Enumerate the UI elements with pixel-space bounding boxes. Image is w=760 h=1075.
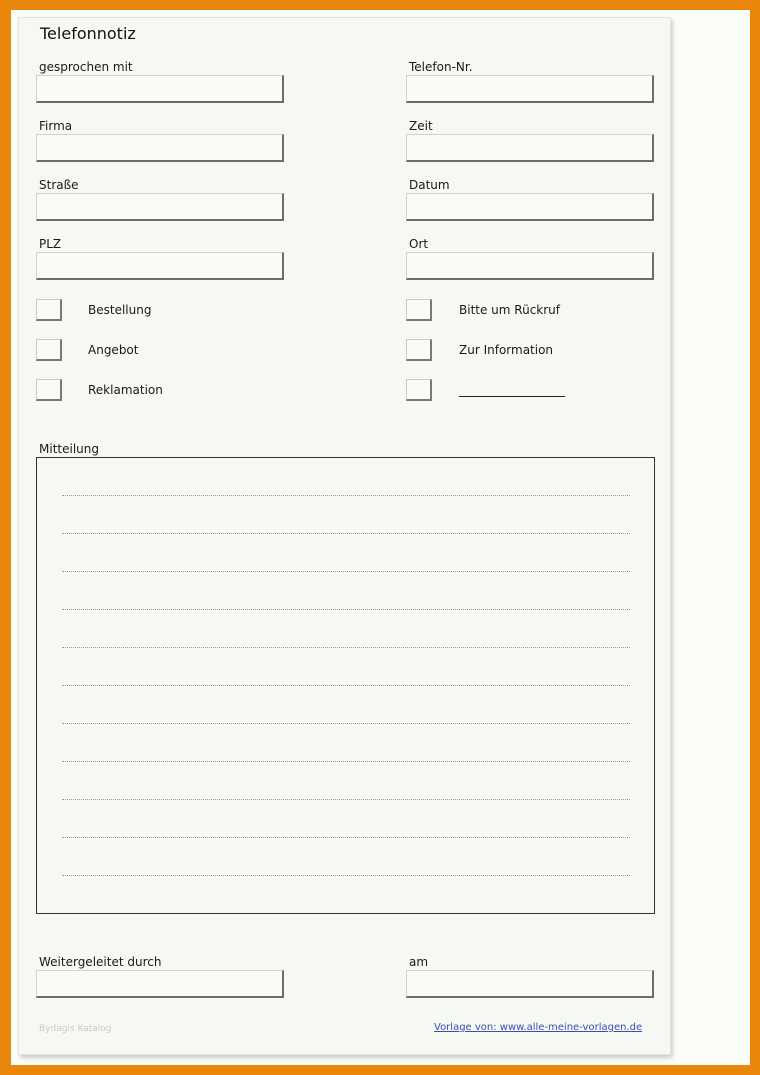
- input-ort[interactable]: [406, 252, 654, 280]
- checkbox-label-bestellung: Bestellung: [88, 303, 152, 317]
- input-datum[interactable]: [406, 193, 654, 221]
- label-firma: Firma: [39, 119, 73, 133]
- message-rule: [62, 571, 630, 572]
- label-ort: Ort: [409, 237, 429, 251]
- checkbox-label-reklamation: Reklamation: [88, 383, 163, 397]
- message-rule: [62, 723, 630, 724]
- message-rule: [62, 685, 630, 686]
- label-am: am: [409, 955, 429, 969]
- checkbox-reklamation[interactable]: [36, 379, 62, 401]
- input-plz[interactable]: [36, 252, 284, 280]
- custom-option-blank-line[interactable]: [459, 396, 565, 397]
- input-am[interactable]: [406, 970, 654, 998]
- message-rule: [62, 875, 630, 876]
- checkbox-rueckruf[interactable]: [406, 299, 432, 321]
- footer-watermark: Bydagis Katalog: [39, 1024, 112, 1034]
- checkbox-label-angebot: Angebot: [88, 343, 139, 357]
- message-rule: [62, 647, 630, 648]
- checkbox-label-rueckruf: Bitte um Rückruf: [459, 303, 560, 317]
- input-strasse[interactable]: [36, 193, 284, 221]
- checkbox-information[interactable]: [406, 339, 432, 361]
- label-gesprochen-mit: gesprochen mit: [39, 60, 133, 74]
- message-rule: [62, 837, 630, 838]
- checkbox-custom[interactable]: [406, 379, 432, 401]
- message-rule: [62, 609, 630, 610]
- label-plz: PLZ: [39, 237, 62, 251]
- checkbox-label-information: Zur Information: [459, 343, 554, 357]
- message-rule: [62, 495, 630, 496]
- message-rule: [62, 533, 630, 534]
- input-gesprochen-mit[interactable]: [36, 75, 284, 103]
- label-zeit: Zeit: [409, 119, 433, 133]
- footer-source-link[interactable]: Vorlage von: www.alle-meine-vorlagen.de: [434, 1022, 643, 1033]
- label-strasse: Straße: [39, 178, 79, 192]
- form-title: Telefonnotiz: [40, 24, 136, 43]
- checkbox-angebot[interactable]: [36, 339, 62, 361]
- label-mitteilung: Mitteilung: [39, 442, 99, 456]
- input-firma[interactable]: [36, 134, 284, 162]
- label-telefon-nr: Telefon-Nr.: [409, 60, 473, 74]
- label-datum: Datum: [409, 178, 450, 192]
- input-zeit[interactable]: [406, 134, 654, 162]
- input-telefon-nr[interactable]: [406, 75, 654, 103]
- input-weitergeleitet[interactable]: [36, 970, 284, 998]
- checkbox-bestellung[interactable]: [36, 299, 62, 321]
- message-rule: [62, 761, 630, 762]
- message-box[interactable]: [36, 457, 655, 914]
- message-rule: [62, 799, 630, 800]
- label-weitergeleitet: Weitergeleitet durch: [39, 955, 162, 969]
